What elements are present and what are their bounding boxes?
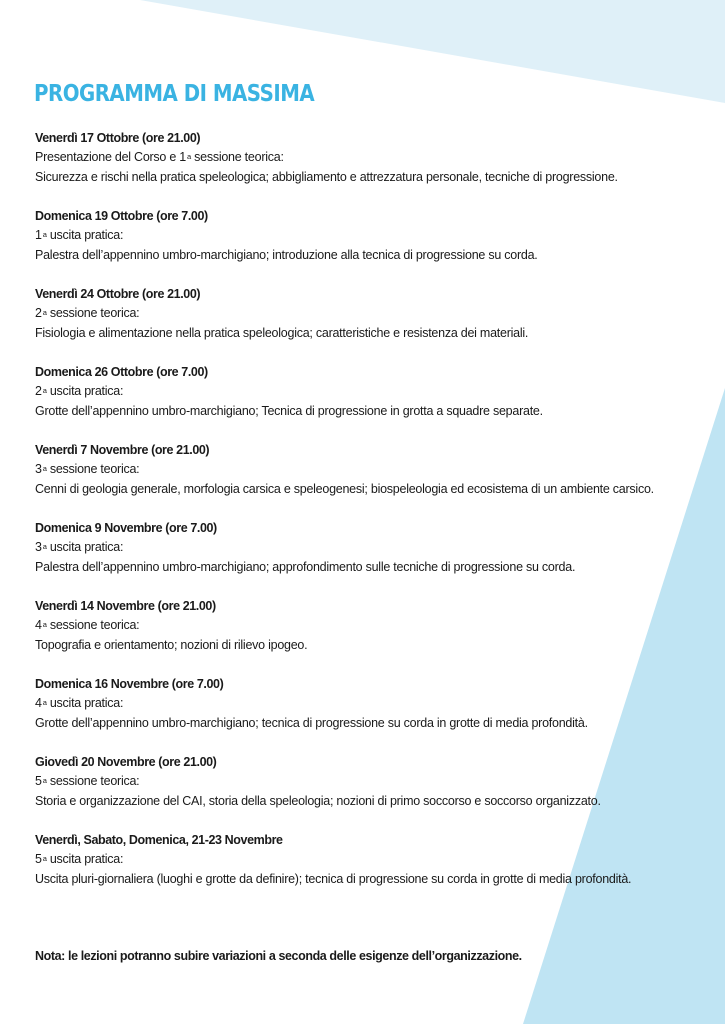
session-number: 1: [179, 150, 186, 165]
ordinal-suffix: a: [42, 854, 47, 864]
session-description: Grotte dell’appennino umbro-marchigiano; Tecnica di progressione in grotta a squadre separate.: [35, 403, 543, 418]
session-date: Venerdì 14 Novembre (ore 21.00): [35, 599, 216, 613]
session-type-label: uscita pratica:: [46, 228, 124, 243]
session-date: Venerdì 7 Novembre (ore 21.00): [35, 443, 210, 457]
session-block: [35, 129, 715, 207]
session-type-label: uscita pratica:: [46, 852, 124, 867]
session-type-label: sessione teorica:: [46, 618, 140, 633]
session-description: Cenni di geologia generale, morfologia carsica e speleogenesi; biospeleologia ed ecosistema di un ambiente carsico.: [35, 481, 654, 496]
ordinal-suffix: a: [42, 386, 47, 396]
session-number: 3: [35, 540, 42, 555]
session-block: [35, 831, 715, 909]
session-type-label: sessione teorica:: [46, 306, 140, 321]
ordinal-suffix: a: [42, 542, 47, 552]
ordinal-suffix: a: [42, 464, 47, 474]
session-type: [35, 226, 715, 245]
session-type: [35, 616, 715, 635]
ordinal-suffix: a: [42, 230, 47, 240]
ordinal-suffix: a: [42, 308, 47, 318]
session-description: Grotte dell’appennino umbro-marchigiano; tecnica di progressione su corda in grotte di media profondità.: [35, 715, 588, 730]
session-list: [35, 129, 715, 909]
session-number: 2: [35, 384, 42, 399]
session-type: [35, 850, 715, 869]
ordinal-suffix: a: [42, 698, 47, 708]
session-description: Topografia e orientamento; nozioni di rilievo ipogeo.: [35, 637, 308, 652]
session-number: 2: [35, 306, 42, 321]
session-type: [35, 772, 715, 791]
session-type-label: sessione teorica:: [46, 774, 140, 789]
session-number: 5: [35, 852, 42, 867]
session-number: 1: [35, 228, 42, 243]
session-date: Domenica 16 Novembre (ore 7.00): [35, 677, 224, 691]
session-description: Palestra dell’appennino umbro-marchigiano; approfondimento sulle tecniche di progressione su corda.: [35, 559, 576, 574]
session-block: [35, 441, 715, 519]
session-date: Venerdì 24 Ottobre (ore 21.00): [35, 287, 201, 301]
session-block: [35, 597, 715, 675]
session-block: [35, 363, 715, 441]
ordinal-suffix: a: [42, 776, 47, 786]
session-number: 4: [35, 696, 42, 711]
page-title: PROGRAMMA DI MASSIMA: [34, 81, 315, 107]
session-date: Domenica 19 Ottobre (ore 7.00): [35, 209, 208, 223]
session-description: Fisiologia e alimentazione nella pratica speleologica; caratteristiche e resistenza dei materiali.: [35, 325, 529, 340]
session-number: 3: [35, 462, 42, 477]
session-number: 5: [35, 774, 42, 789]
session-block: [35, 753, 715, 831]
session-date: Venerdì 17 Ottobre (ore 21.00): [35, 131, 201, 145]
ordinal-suffix: a: [186, 152, 191, 162]
session-description: Uscita pluri-giornaliera (luoghi e grotte da definire); tecnica di progressione su corda in grotte di media profondità.: [35, 871, 632, 886]
session-date: Giovedì 20 Novembre (ore 21.00): [35, 755, 217, 769]
session-type: [35, 148, 715, 167]
session-type: [35, 538, 715, 557]
session-type-prefix: Presentazione del Corso e: [35, 150, 180, 165]
session-type: [35, 304, 715, 323]
session-type-label: uscita pratica:: [46, 540, 124, 555]
session-description: Storia e organizzazione del CAI, storia della speleologia; nozioni di primo soccorso e soccorso organizzato.: [35, 793, 601, 808]
session-type-label: sessione teorica:: [46, 462, 140, 477]
session-type-label: uscita pratica:: [46, 384, 124, 399]
session-type: [35, 460, 715, 479]
ordinal-suffix: a: [42, 620, 47, 630]
session-block: [35, 675, 715, 753]
session-type: [35, 694, 715, 713]
session-description: Sicurezza e rischi nella pratica speleologica; abbigliamento e attrezzatura personale, tecniche di progressione.: [35, 169, 618, 184]
session-block: [35, 519, 715, 597]
session-type: [35, 382, 715, 401]
session-date: Venerdì, Sabato, Domenica, 21-23 Novembre: [35, 833, 283, 847]
session-type-label: sessione teorica:: [190, 150, 284, 165]
session-date: Domenica 26 Ottobre (ore 7.00): [35, 365, 208, 379]
session-type-label: uscita pratica:: [46, 696, 124, 711]
session-description: Palestra dell’appennino umbro-marchigiano; introduzione alla tecnica di progressione su corda.: [35, 247, 538, 262]
session-block: [35, 285, 715, 363]
session-number: 4: [35, 618, 42, 633]
session-block: [35, 207, 715, 285]
footer-note: Nota: le lezioni potranno subire variazioni a seconda delle esigenze dell’organizzazione.: [35, 949, 522, 963]
session-date: Domenica 9 Novembre (ore 7.00): [35, 521, 217, 535]
